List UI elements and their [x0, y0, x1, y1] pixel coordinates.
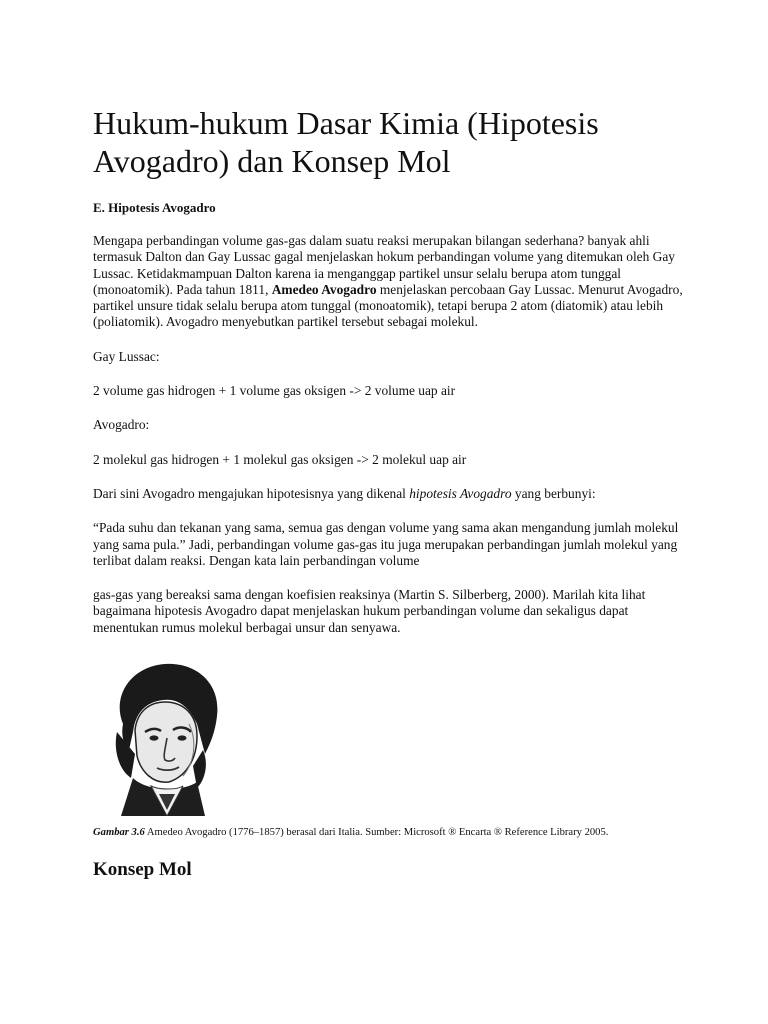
- hypothesis-before: Dari sini Avogadro mengajukan hipotesisnya yang dikenal: [93, 485, 410, 501]
- section-heading-hipotesis: E. Hipotesis Avogadro: [93, 200, 216, 215]
- avogadro-portrait-image: [93, 654, 235, 816]
- continuation-paragraph: gas-gas yang bereaksi sama dengan koefisien reaksinya (Martin S. Silberberg, 2000). Marilah kita lihat bagaimana hipotesis Avogadro dapat menjelaskan hukum perbandingan volume dan sekaligus dapat menentukan rumus molekul berbagai unsur dan senyawa.: [93, 587, 646, 635]
- gay-lussac-label: Gay Lussac:: [93, 348, 160, 364]
- page-title: Hukum-hukum Dasar Kimia (Hipotesis Avogadro) dan Konsep Mol: [93, 105, 599, 179]
- caption-label: Gambar 3.6: [93, 827, 145, 839]
- hypothesis-paragraph: [93, 486, 683, 502]
- intro-bold-name: Amedeo Avogadro: [271, 281, 377, 297]
- intro-text-part2: menjelaskan percobaan Gay Lussac. Menurut Avogadro, partikel unsure tidak selalu berupa atom tunggal (monoatomik), tetapi berupa 2 atom (diatomik) atau lebih (poliatomik). Avogadro menyebutkan partikel tersebut sebagai molekul.: [93, 281, 683, 330]
- caption-text: Amedeo Avogadro (1776–1857) berasal dari Italia. Sumber: Microsoft ® Encarta ® Reference Library 2005.: [144, 827, 609, 839]
- hypothesis-italic: hipotesis Avogadro: [409, 485, 512, 501]
- intro-text-part1: Mengapa perbandingan volume gas-gas dalam suatu reaksi merupakan bilangan sederhana? banyak ahli termasuk Dalton dan Gay Lussac gagal menjelaskan hokum perbandingan volume yang ditemukan oleh Gay Lussac. Ketidakmampuan Dalton karena ia menganggap partikel unsur selalu berupa atom tunggal (monoatomik). Pada tahun 1811,: [93, 233, 675, 297]
- document-body: [93, 104, 683, 882]
- avogadro-label: Avogadro:: [93, 417, 150, 433]
- section-heading-konsep-mol: Konsep Mol: [93, 859, 192, 881]
- avogadro-equation: 2 molekul gas hidrogen + 1 molekul gas oksigen -> 2 molekul uap air: [93, 451, 467, 467]
- intro-paragraph: [93, 233, 683, 331]
- hypothesis-after: yang berbunyi:: [511, 485, 596, 501]
- quote-paragraph: “Pada suhu dan tekanan yang sama, semua gas dengan volume yang sama akan mengandung jumlah molekul yang sama pula.” Jadi, perbandingan volume gas-gas itu juga merupakan perbandingan jumlah molekul yang terlibat dalam reaksi. Dengan kata lain perbandingan volume: [93, 520, 679, 568]
- gay-lussac-equation: 2 volume gas hidrogen + 1 volume gas oksigen -> 2 volume uap air: [93, 383, 456, 399]
- figure-caption: [93, 826, 683, 840]
